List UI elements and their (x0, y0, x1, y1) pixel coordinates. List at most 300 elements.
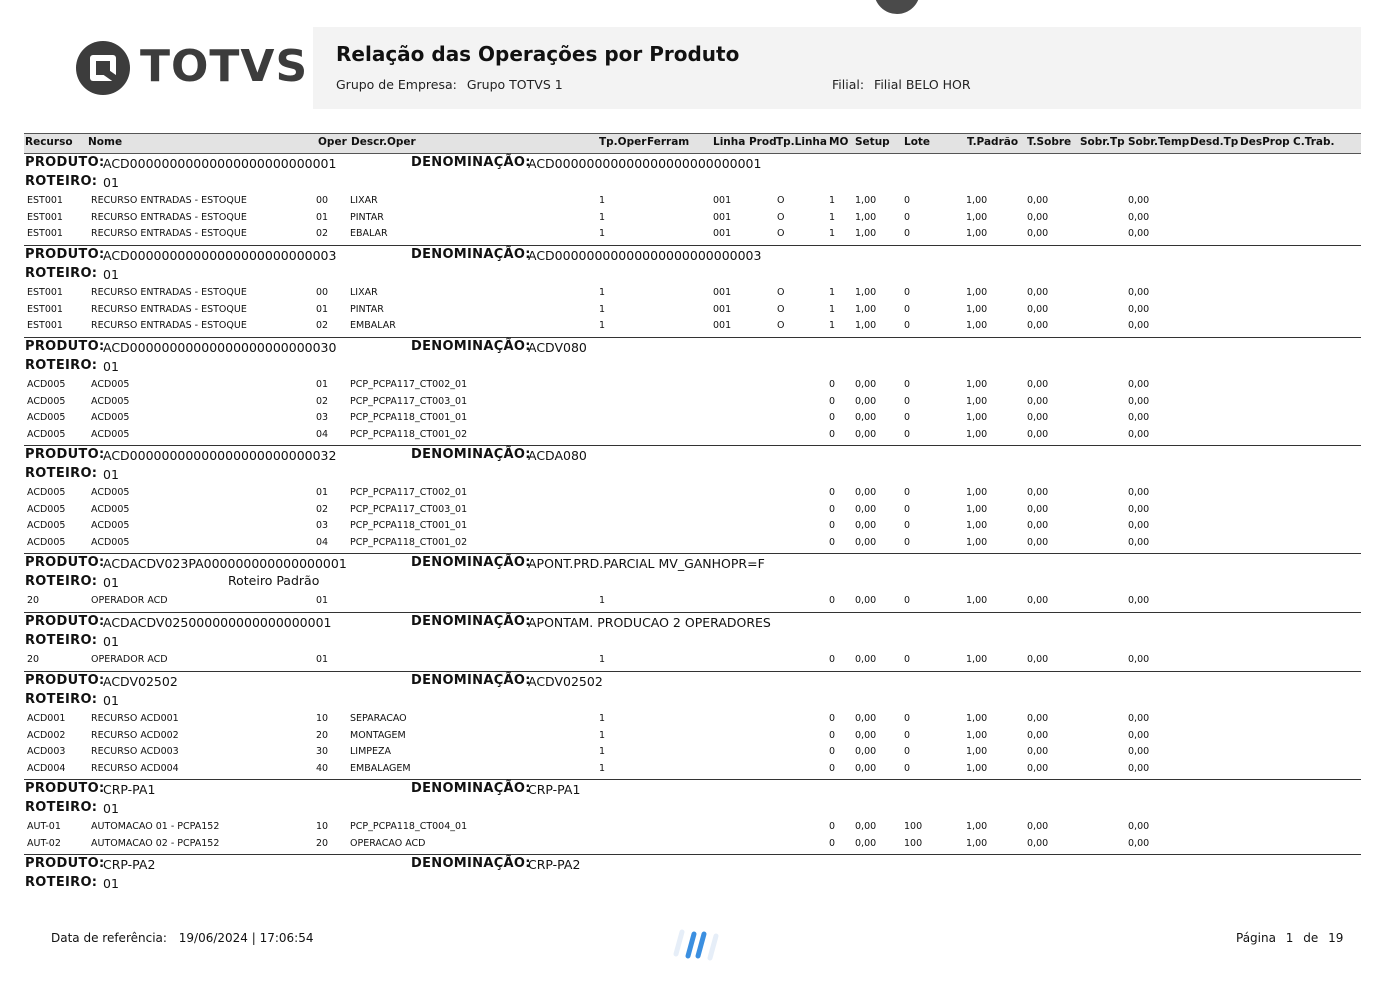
cell-setup: 0,00 (855, 536, 877, 548)
denominacao-value: ACDV02502 (528, 674, 603, 689)
cell-t-sobre: 0,00 (1027, 654, 1049, 665)
cell-sobr-temp: 0,00 (1128, 379, 1150, 390)
cell-mo: 0 (829, 487, 836, 498)
cell-t-padr-o: 1,00 (966, 520, 988, 532)
cell-descr-oper: PCP_PCPA117_CT003_01 (350, 395, 468, 407)
cell-t-padr-o: 1,00 (966, 303, 988, 315)
cell-setup: 0,00 (855, 520, 877, 532)
cell-nome: RECURSO ACD004 (91, 762, 179, 774)
denominacao-label: DENOMINAÇÃO: (411, 856, 531, 871)
cell-mo: 0 (829, 746, 836, 758)
roteiro-value: 01 (103, 634, 119, 649)
cell-linha-prod: 001 (713, 195, 732, 206)
roteiro-label: ROTEIRO: (25, 800, 98, 815)
produto-value: ACDACDV025000000000000000001 (103, 615, 332, 630)
roteiro-value: 01 (103, 467, 119, 482)
cell-t-padr-o: 1,00 (966, 821, 988, 832)
cell-lote: 0 (904, 713, 911, 724)
roteiro-value: 01 (103, 693, 119, 708)
cell-setup: 0,00 (855, 412, 877, 424)
product-separator (24, 553, 1361, 554)
cell-t-padr-o: 1,00 (966, 412, 988, 424)
cell-lote: 0 (904, 746, 911, 758)
cell-sobr-temp: 0,00 (1128, 746, 1150, 758)
cell-t-padr-o: 1,00 (966, 713, 988, 724)
cell-setup: 0,00 (855, 395, 877, 407)
cell-descr-oper: LIMPEZA (350, 746, 392, 758)
cell-recurso: AUT-01 (27, 821, 61, 832)
column-header-c-trab: C.Trab. (1293, 136, 1335, 148)
cell-sobr-temp: 0,00 (1128, 837, 1150, 849)
cell-t-sobre: 0,00 (1027, 536, 1049, 548)
roteiro-label: ROTEIRO: (25, 466, 98, 481)
cell-mo: 1 (829, 303, 836, 315)
page-of: de (1303, 931, 1319, 945)
column-header-nome: Nome (88, 136, 123, 148)
cell-oper: 30 (316, 746, 329, 758)
cell-setup: 0,00 (855, 487, 877, 498)
cell-nome: AUTOMACAO 01 - PCPA152 (91, 821, 220, 832)
cell-t-padr-o: 1,00 (966, 320, 988, 332)
cell-lote: 0 (904, 320, 911, 332)
cell-mo: 0 (829, 821, 836, 832)
column-header-descr-oper: Descr.Oper (351, 136, 416, 148)
denominacao-value: CRP-PA2 (528, 857, 581, 872)
product-separator (24, 337, 1361, 338)
produto-value: ACD00000000000000000000000030 (103, 340, 337, 355)
cell-mo: 0 (829, 536, 836, 548)
denominacao-label: DENOMINAÇÃO: (411, 614, 531, 629)
denominacao-value: ACD00000000000000000000000003 (528, 248, 762, 263)
cell-sobr-temp: 0,00 (1128, 228, 1150, 240)
produto-value: ACD00000000000000000000000003 (103, 248, 337, 263)
page-indicator (1236, 931, 1343, 945)
cell-t-padr-o: 1,00 (966, 654, 988, 665)
cell-lote: 0 (904, 379, 911, 390)
roteiro-label: ROTEIRO: (25, 358, 98, 373)
product-separator (24, 779, 1361, 780)
roteiro-label: ROTEIRO: (25, 875, 98, 890)
cell-recurso: EST001 (27, 303, 63, 315)
cell-nome: RECURSO ACD002 (91, 729, 179, 741)
cell-linha-prod: 001 (713, 303, 732, 315)
cell-sobr-temp: 0,00 (1128, 320, 1150, 332)
cell-mo: 0 (829, 837, 836, 849)
cell-nome: ACD005 (91, 503, 130, 515)
cell-descr-oper: PCP_PCPA118_CT001_02 (350, 536, 468, 548)
denominacao-value: ACDV080 (528, 340, 587, 355)
product-separator (24, 612, 1361, 613)
produto-value: ACDV02502 (103, 674, 178, 689)
cell-mo: 0 (829, 654, 836, 665)
cell-t-sobre: 0,00 (1027, 379, 1049, 390)
cell-linha-prod: 001 (713, 287, 732, 298)
cell-recurso: EST001 (27, 195, 63, 206)
produto-value: CRP-PA2 (103, 857, 156, 872)
cell-sobr-temp: 0,00 (1128, 287, 1150, 298)
cell-t-sobre: 0,00 (1027, 320, 1049, 332)
cell-lote: 0 (904, 195, 911, 206)
cell-descr-oper: EMBALAR (350, 320, 396, 332)
column-header-t-sobre: T.Sobre (1027, 136, 1072, 148)
cell-sobr-temp: 0,00 (1128, 595, 1150, 606)
column-header-tp-linha: Tp.Linha (776, 136, 827, 148)
cell-nome: RECURSO ENTRADAS - ESTOQUE (91, 195, 247, 206)
cell-descr-oper: PCP_PCPA117_CT002_01 (350, 487, 468, 498)
produto-label: PRODUTO: (25, 614, 105, 629)
cell-t-padr-o: 1,00 (966, 762, 988, 774)
cell-t-padr-o: 1,00 (966, 536, 988, 548)
cell-lote: 0 (904, 595, 911, 606)
cell-mo: 0 (829, 395, 836, 407)
cell-tp-linha: O (777, 228, 785, 240)
cell-t-sobre: 0,00 (1027, 713, 1049, 724)
produto-value: ACDACDV023PA000000000000000001 (103, 556, 347, 571)
cell-nome: RECURSO ENTRADAS - ESTOQUE (91, 211, 247, 223)
cell-setup: 0,00 (855, 762, 877, 774)
product-separator (24, 245, 1361, 246)
cell-recurso: AUT-02 (27, 837, 61, 849)
cell-setup: 0,00 (855, 821, 877, 832)
cell-sobr-temp: 0,00 (1128, 654, 1150, 665)
cell-tp-linha: O (777, 211, 785, 223)
cell-nome: OPERADOR ACD (91, 654, 168, 665)
cell-nome: ACD005 (91, 379, 130, 390)
cell-oper: 04 (316, 428, 329, 440)
produto-label: PRODUTO: (25, 781, 105, 796)
produto-label: PRODUTO: (25, 555, 105, 570)
cell-oper: 01 (316, 379, 329, 390)
cell-oper: 01 (316, 487, 329, 498)
cell-lote: 0 (904, 287, 911, 298)
cell-sobr-temp: 0,00 (1128, 821, 1150, 832)
cell-nome: ACD005 (91, 487, 130, 498)
cell-t-padr-o: 1,00 (966, 837, 988, 849)
cell-descr-oper: SEPARACAO (350, 713, 407, 724)
cell-oper: 02 (316, 503, 329, 515)
cell-sobr-temp: 0,00 (1128, 428, 1150, 440)
cell-mo: 0 (829, 762, 836, 774)
filial-value: Filial BELO HOR (874, 77, 971, 92)
cell-tp-oper: 1 (599, 595, 606, 606)
cell-t-sobre: 0,00 (1027, 837, 1049, 849)
cell-setup: 1,00 (855, 287, 877, 298)
roteiro-label: ROTEIRO: (25, 266, 98, 281)
denominacao-value: APONTAM. PRODUCAO 2 OPERADORES (528, 615, 771, 630)
cell-t-padr-o: 1,00 (966, 195, 988, 206)
cell-t-sobre: 0,00 (1027, 746, 1049, 758)
column-header-recurso: Recurso (25, 136, 73, 148)
cell-oper: 20 (316, 729, 329, 741)
top-handle (874, 0, 920, 14)
cell-tp-oper: 1 (599, 746, 606, 758)
cell-lote: 0 (904, 211, 911, 223)
cell-nome: RECURSO ACD001 (91, 713, 179, 724)
roteiro-description: Roteiro Padrão (228, 573, 320, 588)
denominacao-value: CRP-PA1 (528, 782, 581, 797)
cell-tp-oper: 1 (599, 320, 606, 332)
cell-t-padr-o: 1,00 (966, 487, 988, 498)
cell-recurso: ACD005 (27, 428, 66, 440)
cell-tp-oper: 1 (599, 762, 606, 774)
cell-descr-oper: LIXAR (350, 195, 378, 206)
cell-t-sobre: 0,00 (1027, 729, 1049, 741)
cell-recurso: ACD005 (27, 536, 66, 548)
cell-setup: 0,00 (855, 713, 877, 724)
produto-label: PRODUTO: (25, 247, 105, 262)
cell-setup: 0,00 (855, 837, 877, 849)
filial-label: Filial: (832, 77, 865, 92)
cell-t-padr-o: 1,00 (966, 228, 988, 240)
cell-setup: 0,00 (855, 379, 877, 390)
cell-mo: 1 (829, 320, 836, 332)
cell-tp-oper: 1 (599, 211, 606, 223)
cell-recurso: ACD004 (27, 762, 66, 774)
cell-t-sobre: 0,00 (1027, 412, 1049, 424)
cell-descr-oper: PCP_PCPA118_CT001_01 (350, 520, 468, 532)
cell-lote: 0 (904, 503, 911, 515)
filial (832, 77, 971, 92)
cell-mo: 1 (829, 287, 836, 298)
column-header-oper: Oper (318, 136, 347, 148)
cell-oper: 01 (316, 595, 329, 606)
cell-recurso: ACD005 (27, 379, 66, 390)
cell-linha-prod: 001 (713, 320, 732, 332)
cell-t-sobre: 0,00 (1027, 287, 1049, 298)
column-header-desprop: DesProp (1240, 136, 1290, 148)
cell-t-sobre: 0,00 (1027, 395, 1049, 407)
column-header-sobr-temp: Sobr.Temp (1128, 136, 1190, 148)
cell-sobr-temp: 0,00 (1128, 536, 1150, 548)
cell-oper: 02 (316, 320, 329, 332)
cell-oper: 02 (316, 228, 329, 240)
denominacao-label: DENOMINAÇÃO: (411, 555, 531, 570)
cell-mo: 0 (829, 379, 836, 390)
roteiro-value: 01 (103, 801, 119, 816)
cell-lote: 0 (904, 487, 911, 498)
cell-t-sobre: 0,00 (1027, 228, 1049, 240)
denominacao-label: DENOMINAÇÃO: (411, 781, 531, 796)
cell-sobr-temp: 0,00 (1128, 303, 1150, 315)
cell-sobr-temp: 0,00 (1128, 487, 1150, 498)
cell-nome: RECURSO ACD003 (91, 746, 179, 758)
cell-t-sobre: 0,00 (1027, 211, 1049, 223)
cell-oper: 03 (316, 412, 329, 424)
cell-oper: 10 (316, 713, 329, 724)
produto-label: PRODUTO: (25, 155, 105, 170)
cell-setup: 0,00 (855, 746, 877, 758)
cell-recurso: ACD005 (27, 395, 66, 407)
denominacao-label: DENOMINAÇÃO: (411, 447, 531, 462)
column-header-lote: Lote (904, 136, 931, 148)
cell-oper: 03 (316, 520, 329, 532)
cell-sobr-temp: 0,00 (1128, 395, 1150, 407)
cell-nome: RECURSO ENTRADAS - ESTOQUE (91, 287, 247, 298)
cell-t-padr-o: 1,00 (966, 428, 988, 440)
column-header-desd-tp: Desd.Tp (1190, 136, 1239, 148)
cell-sobr-temp: 0,00 (1128, 503, 1150, 515)
cell-mo: 1 (829, 195, 836, 206)
cell-descr-oper: PINTAR (350, 211, 384, 223)
produto-label: PRODUTO: (25, 339, 105, 354)
product-separator (24, 445, 1361, 446)
cell-lote: 0 (904, 654, 911, 665)
roteiro-value: 01 (103, 359, 119, 374)
grupo-value: Grupo TOTVS 1 (466, 77, 563, 92)
cell-tp-oper: 1 (599, 195, 606, 206)
cell-tp-oper: 1 (599, 654, 606, 665)
roteiro-label: ROTEIRO: (25, 574, 98, 589)
cell-t-padr-o: 1,00 (966, 287, 988, 298)
cell-oper: 04 (316, 536, 329, 548)
cell-nome: ACD005 (91, 412, 130, 424)
cell-recurso: ACD003 (27, 746, 66, 758)
denominacao-value: ACD00000000000000000000000001 (528, 156, 762, 171)
cell-oper: 01 (316, 303, 329, 315)
cell-setup: 0,00 (855, 729, 877, 741)
cell-recurso: ACD002 (27, 729, 66, 741)
cell-t-sobre: 0,00 (1027, 195, 1049, 206)
cell-lote: 0 (904, 729, 911, 741)
denominacao-value: APONT.PRD.PARCIAL MV_GANHOPR=F (528, 556, 765, 571)
roteiro-label: ROTEIRO: (25, 692, 98, 707)
cell-mo: 1 (829, 228, 836, 240)
cell-lote: 0 (904, 303, 911, 315)
cell-lote: 0 (904, 412, 911, 424)
cell-recurso: 20 (27, 654, 40, 665)
cell-mo: 0 (829, 520, 836, 532)
column-header-linha-prod: Linha Prod (713, 136, 777, 148)
cell-recurso: EST001 (27, 228, 63, 240)
produto-value: ACD00000000000000000000000001 (103, 156, 337, 171)
cell-oper: 10 (316, 821, 329, 832)
cell-t-padr-o: 1,00 (966, 729, 988, 741)
cell-mo: 1 (829, 211, 836, 223)
cell-setup: 1,00 (855, 195, 877, 206)
cell-t-padr-o: 1,00 (966, 595, 988, 606)
cell-descr-oper: PINTAR (350, 303, 384, 315)
cell-linha-prod: 001 (713, 228, 732, 240)
cell-descr-oper: PCP_PCPA117_CT002_01 (350, 379, 468, 390)
cell-lote: 0 (904, 762, 911, 774)
cell-recurso: EST001 (27, 211, 63, 223)
cell-t-sobre: 0,00 (1027, 821, 1049, 832)
cell-t-padr-o: 1,00 (966, 395, 988, 407)
cell-t-padr-o: 1,00 (966, 746, 988, 758)
product-separator (24, 854, 1361, 855)
date-value: 19/06/2024 | 17:06:54 (178, 931, 314, 945)
cell-setup: 0,00 (855, 428, 877, 440)
cell-tp-linha: O (777, 303, 785, 315)
denominacao-value: ACDA080 (528, 448, 587, 463)
totvs-logo (75, 38, 309, 98)
cell-t-sobre: 0,00 (1027, 303, 1049, 315)
totvs-logo-text: TOTVS (140, 41, 309, 92)
page-current: 1 (1285, 931, 1294, 945)
cell-tp-oper: 1 (599, 303, 606, 315)
cell-t-sobre: 0,00 (1027, 428, 1049, 440)
cell-nome: AUTOMACAO 02 - PCPA152 (91, 837, 220, 849)
cell-nome: RECURSO ENTRADAS - ESTOQUE (91, 320, 247, 332)
cell-t-sobre: 0,00 (1027, 595, 1049, 606)
cell-descr-oper: LIXAR (350, 287, 378, 298)
cell-tp-linha: O (777, 287, 785, 298)
totvs-logo-icon (75, 40, 131, 96)
cell-descr-oper: PCP_PCPA118_CT001_02 (350, 428, 468, 440)
cell-descr-oper: PCP_PCPA118_CT004_01 (350, 821, 468, 832)
cell-sobr-temp: 0,00 (1128, 211, 1150, 223)
cell-recurso: EST001 (27, 320, 63, 332)
cell-oper: 20 (316, 837, 329, 849)
column-header-row (24, 133, 1361, 154)
cell-mo: 0 (829, 713, 836, 724)
cell-lote: 0 (904, 536, 911, 548)
cell-mo: 0 (829, 503, 836, 515)
cell-nome: RECURSO ENTRADAS - ESTOQUE (91, 228, 247, 240)
produto-label: PRODUTO: (25, 673, 105, 688)
cell-tp-linha: O (777, 195, 785, 206)
cell-oper: 40 (316, 762, 329, 774)
report-title: Relação das Operações por Produto (336, 42, 740, 66)
cell-lote: 0 (904, 228, 911, 240)
cell-descr-oper: PCP_PCPA117_CT003_01 (350, 503, 468, 515)
roteiro-value: 01 (103, 575, 119, 590)
cell-recurso: ACD005 (27, 520, 66, 532)
cell-tp-oper: 1 (599, 287, 606, 298)
cell-recurso: ACD005 (27, 412, 66, 424)
grupo-empresa (336, 77, 563, 92)
cell-sobr-temp: 0,00 (1128, 729, 1150, 741)
cell-oper: 00 (316, 195, 329, 206)
cell-descr-oper: EMBALAGEM (350, 762, 411, 774)
cell-mo: 0 (829, 428, 836, 440)
cell-oper: 02 (316, 395, 329, 407)
cell-descr-oper: MONTAGEM (350, 729, 406, 741)
column-header-ferram: Ferram (647, 136, 690, 148)
cell-descr-oper: PCP_PCPA118_CT001_01 (350, 412, 468, 424)
cell-lote: 0 (904, 428, 911, 440)
cell-descr-oper: OPERACAO ACD (350, 837, 426, 849)
cell-recurso: ACD005 (27, 503, 66, 515)
cell-setup: 1,00 (855, 228, 877, 240)
cell-t-sobre: 0,00 (1027, 503, 1049, 515)
cell-sobr-temp: 0,00 (1128, 412, 1150, 424)
cell-setup: 1,00 (855, 320, 877, 332)
column-header-setup: Setup (855, 136, 890, 148)
cell-descr-oper: EBALAR (350, 228, 388, 240)
cell-tp-oper: 1 (599, 228, 606, 240)
column-header-tp-oper: Tp.Oper (599, 136, 647, 148)
cell-lote: 100 (904, 837, 923, 849)
cell-nome: ACD005 (91, 536, 130, 548)
cell-sobr-temp: 0,00 (1128, 520, 1150, 532)
cell-lote: 100 (904, 821, 923, 832)
cell-oper: 01 (316, 654, 329, 665)
cell-mo: 0 (829, 729, 836, 741)
roteiro-value: 01 (103, 876, 119, 891)
column-header-mo: MO (829, 136, 849, 148)
cell-recurso: ACD001 (27, 713, 66, 724)
roteiro-label: ROTEIRO: (25, 174, 98, 189)
cell-t-padr-o: 1,00 (966, 503, 988, 515)
produto-value: CRP-PA1 (103, 782, 156, 797)
cell-lote: 0 (904, 520, 911, 532)
cell-t-padr-o: 1,00 (966, 211, 988, 223)
report-header (313, 27, 1361, 109)
cell-setup: 1,00 (855, 303, 877, 315)
cell-nome: ACD005 (91, 520, 130, 532)
column-header-sobr-tp: Sobr.Tp (1080, 136, 1125, 148)
